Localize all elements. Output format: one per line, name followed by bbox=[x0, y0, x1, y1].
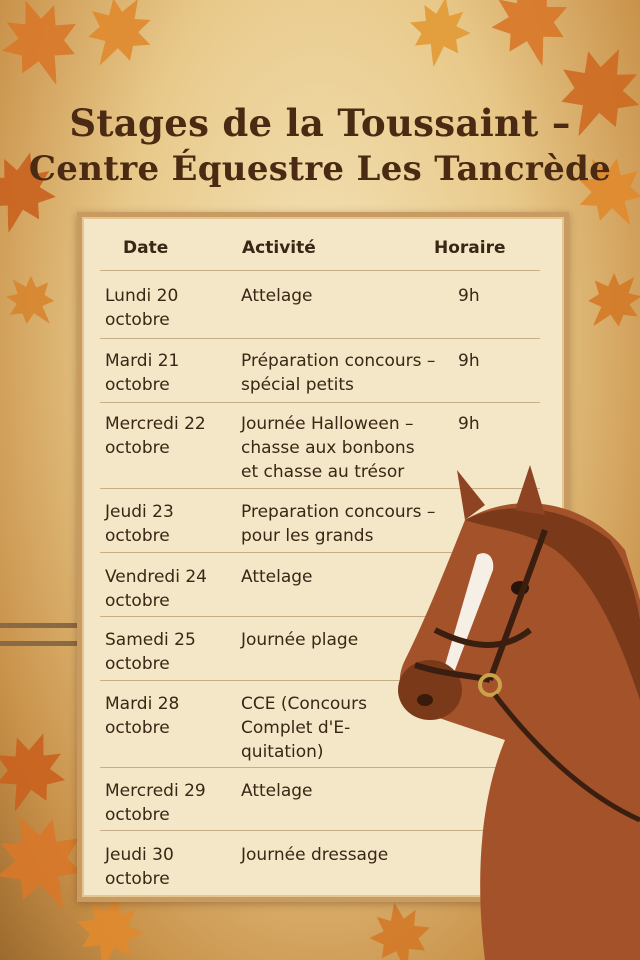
time-cell: 9h bbox=[458, 351, 480, 371]
header-divider bbox=[100, 270, 540, 271]
date-cell: Lundi 20 octobre bbox=[105, 286, 179, 330]
date-cell: Mardi 21 octobre bbox=[105, 351, 180, 395]
activity-cell: Préparation concours – spécial petits bbox=[241, 351, 436, 395]
activity-cell: Attelage bbox=[241, 286, 313, 306]
activity-cell: Journée plage bbox=[241, 630, 359, 650]
activity-cell: CCE (Concours Complet d'E- quitation) bbox=[241, 694, 367, 762]
header-activity: Activité bbox=[242, 238, 316, 258]
activity-cell: Preparation concours – pour les grands bbox=[241, 502, 436, 546]
title-line-2: Centre Équestre Les Tancrède bbox=[28, 149, 612, 189]
date-cell: Vendredi 24 octobre bbox=[105, 567, 207, 611]
horse-icon bbox=[395, 460, 640, 960]
title-line-1: Stages de la Toussaint – bbox=[69, 101, 571, 145]
date-cell: Jeudi 23 octobre bbox=[105, 502, 174, 546]
activity-cell: Attelage bbox=[241, 567, 313, 587]
date-cell: Mercredi 22 octobre bbox=[105, 414, 206, 458]
date-cell: Jeudi 30 octobre bbox=[105, 845, 174, 889]
activity-cell: Journée dressage bbox=[241, 845, 389, 865]
header-date: Date bbox=[123, 238, 169, 258]
table-row bbox=[100, 337, 540, 403]
activity-cell: Attelage bbox=[241, 781, 313, 801]
date-cell: Mardi 28 octobre bbox=[105, 694, 180, 738]
table-row bbox=[100, 272, 540, 339]
header-time: Horaire bbox=[434, 238, 506, 258]
poster-title bbox=[0, 100, 640, 192]
time-cell: 9h bbox=[458, 414, 480, 434]
time-cell: 9h bbox=[458, 286, 480, 306]
date-cell: Samedi 25 octobre bbox=[105, 630, 196, 674]
activity-cell: Journée Halloween – chasse aux bonbons et chasse au trésor bbox=[241, 414, 415, 482]
date-cell: Mercredi 29 octobre bbox=[105, 781, 206, 825]
